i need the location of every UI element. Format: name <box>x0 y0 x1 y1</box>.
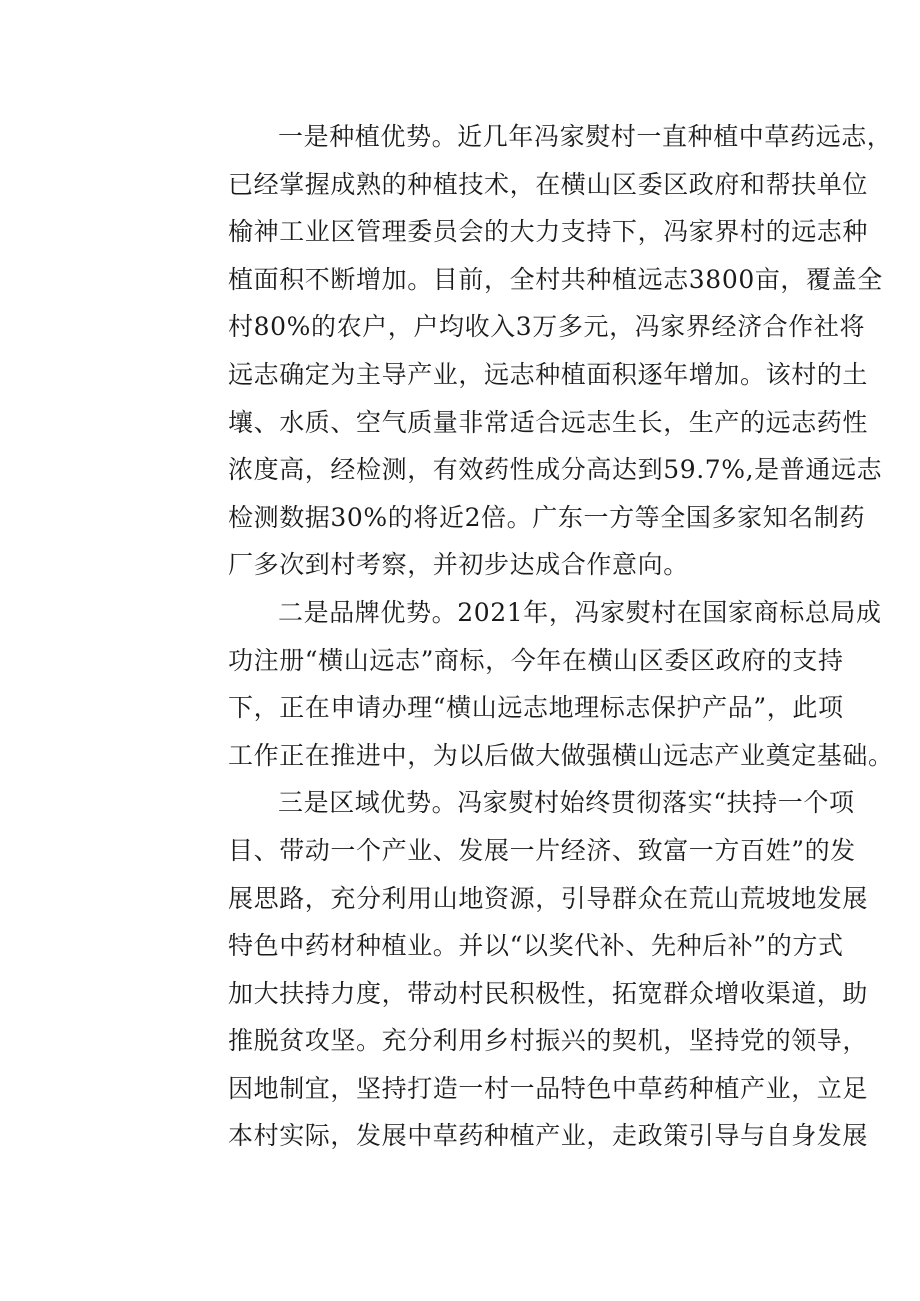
paragraph-2-line-4: 工作正在推进中，为以后做大做强横山远志产业奠定基础。 <box>228 740 894 770</box>
paragraph-3-line-6: 推脱贫攻坚。充分利用乡村振兴的契机，坚持党的领导， <box>228 1026 869 1056</box>
paragraph-3-line-5: 加大扶持力度，带动村民积极性，拓宽群众增收渠道，助 <box>228 978 869 1008</box>
paragraph-3-line-7: 因地制宜，坚持打造一村一品特色中草药种植产业，立足 <box>228 1073 869 1103</box>
paragraph-1-line-7: 壤、水质、空气质量非常适合远志生长，生产的远志药性 <box>228 407 869 437</box>
paragraph-1-line-3: 榆神工业区管理委员会的大力支持下，冯家界村的远志种 <box>228 217 869 247</box>
paragraph-1-line-8: 浓度高，经检测，有效药性成分高达到59.7%,是普通远志 <box>228 455 883 485</box>
paragraph-2-line-3: 下，正在申请办理“横山远志地理标志保护产品”，此项 <box>228 693 844 723</box>
paragraph-1-line-4: 植面积不断增加。目前，全村共种植远志3800亩，覆盖全 <box>228 264 883 294</box>
paragraph-3-line-8: 本村实际，发展中草药种植产业，走政策引导与自身发展 <box>228 1121 869 1151</box>
paragraph-3-line-4: 特色中药材种植业。并以“以奖代补、先种后补”的方式 <box>228 931 844 961</box>
paragraph-3-line-1: 三是区域优势。冯家熨村始终贯彻落实“扶持一个项 <box>278 788 855 818</box>
paragraph-2-line-2: 功注册“横山远志”商标，今年在横山区委区政府的支持 <box>228 645 844 675</box>
paragraph-1-line-5: 村80%的农户，户均收入3万多元，冯家界经济合作社将 <box>228 312 866 342</box>
body-text <box>228 113 894 1160</box>
paragraph-3-line-3: 展思路，充分利用山地资源，引导群众在荒山荒坡地发展 <box>228 883 869 913</box>
paragraph-3-line-2: 目、带动一个产业、发展一片经济、致富一方百姓”的发 <box>228 835 856 865</box>
paragraph-1-line-1: 一是种植优势。近几年冯家熨村一直种植中草药远志， <box>278 122 893 151</box>
paragraph-1-line-9: 检测数据30%的将近2倍。广东一方等全国多家知名制药 <box>228 502 866 532</box>
paragraph-1-line-6: 远志确定为主导产业，远志种植面积逐年增加。该村的土 <box>228 359 869 389</box>
paragraph-1-line-10: 厂多次到村考察，并初步达成合作意向。 <box>228 550 689 580</box>
paragraph-1-line-2: 已经掌握成熟的种植技术，在横山区委区政府和帮扶单位 <box>228 169 869 199</box>
paragraph-2-line-1: 二是品牌优势。2021年，冯家熨村在国家商标总局成 <box>278 597 882 627</box>
